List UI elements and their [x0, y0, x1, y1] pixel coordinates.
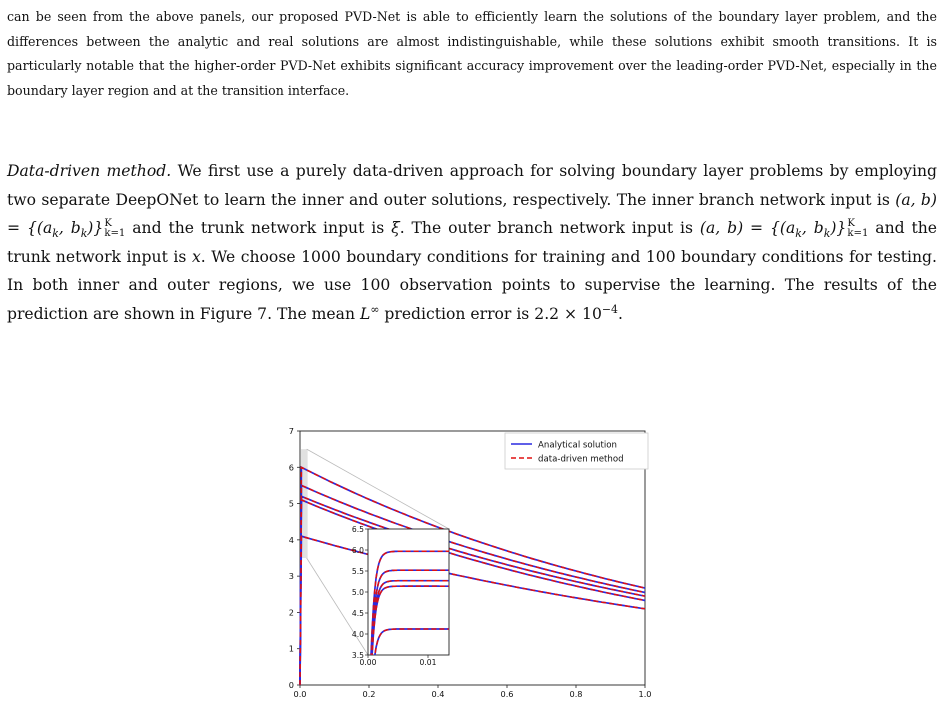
math-L: L: [359, 304, 371, 323]
paragraph-results-summary: [7, 5, 942, 103]
text-run: . We choose 1000 boundary conditions for training and 100 boundary conditions for testing. In both inner and outer regions, we use 100 observation points to supervise the learning. The results of the prediction are shown in Figure 7. The mean: [7, 247, 942, 323]
inset-y-tick-label: 6.0: [351, 546, 364, 555]
paragraph-1-text: can be seen from the above panels, our proposed PVD-Net is able to efficiently learn the solutions of the boundary layer problem, and the differences between the analytic and real solutions are almost indistinguishable, while these solutions exhibit smooth transitions. It is particularly notable that the higher-order PVD-Net exhibits significant accuracy improvement over the leading-order PVD-Net, especially in the boundary layer region and at the transition interface.: [7, 9, 942, 98]
y-tick-label: 6: [288, 462, 294, 473]
y-tick-label: 5: [288, 498, 294, 509]
inset-axes: [352, 525, 449, 667]
legend-analytical-label: Analytical solution: [538, 440, 617, 451]
paragraph-data-driven-method: [7, 157, 942, 329]
y-tick-label: 7: [288, 426, 294, 436]
math-infinity: ∞: [370, 302, 380, 316]
math-limits-outer: K k=1: [847, 218, 869, 240]
math-ab: (a, $b) = \{(a_k$, $b_k$)}: [7, 190, 942, 241]
y-tick-label: 3: [288, 571, 294, 582]
math-x: x: [191, 247, 201, 266]
x-tick-label: 0.2: [362, 689, 376, 699]
y-tick-label: 1: [288, 643, 294, 654]
chart-legend: [505, 433, 648, 469]
x-tick-label: 0.6: [500, 689, 514, 699]
x-tick-label: 0.4: [431, 689, 445, 699]
y-tick-label: 4: [288, 534, 294, 545]
text-run: .: [617, 304, 623, 323]
inset-y-tick-label: 4.0: [351, 630, 364, 639]
math-exponent: −4: [601, 302, 618, 316]
inset-y-tick-label: 5.0: [351, 588, 364, 597]
inset-y-tick-label: 6.5: [351, 525, 364, 534]
y-tick-label: 0: [288, 680, 294, 690]
section-heading: Data-driven method.: [7, 162, 172, 180]
math-xi: ξ: [391, 219, 400, 238]
legend-data-driven-label: data-driven method: [538, 454, 624, 465]
x-tick-label: 0.8: [569, 689, 583, 699]
text-run: and the trunk network input is: [125, 219, 392, 238]
text-run: and the trunk network input is: [7, 219, 942, 266]
inset-y-tick-label: 5.5: [351, 567, 364, 576]
text-run: We first use a purely data-driven approach for solving boundary layer problems by employing two separate DeepONet to learn the inner and outer solutions, respectively. The inner branch network input is: [7, 162, 942, 209]
x-tick-label: 1.0: [638, 689, 652, 699]
inset-x-tick-label: 0.01: [419, 658, 437, 667]
inset-y-tick-label: 4.5: [351, 609, 364, 618]
x-tick-label: 0.0: [293, 689, 307, 699]
text-run: . The outer branch network input is: [399, 219, 700, 238]
inset-x-tick-label: 0.00: [359, 658, 377, 667]
y-tick-label: 2: [288, 607, 294, 618]
figure-7-chart: [270, 423, 660, 707]
math-limits: K k=1: [104, 218, 126, 240]
math-ab-outer: (a, $b) = \{(a_k$, $b_k$)}: [699, 219, 847, 241]
inset-y-tick-label: 3.5: [351, 651, 364, 660]
text-run: prediction error is 2.2 × 10: [379, 304, 602, 323]
